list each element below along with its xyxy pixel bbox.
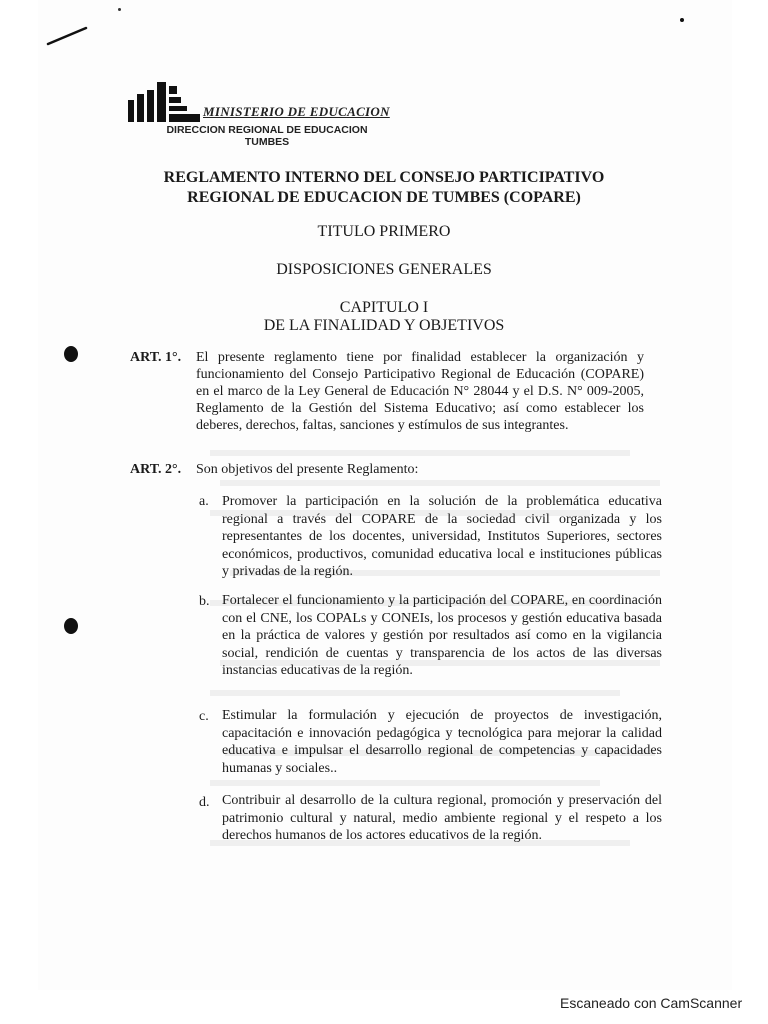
titulo-heading: TITULO PRIMERO [317,223,451,240]
ministry-name: MINISTERIO DE EDUCACION [203,104,390,119]
regional-direction [162,124,372,148]
objective-c-letter: c. [199,709,209,724]
scanner-watermark: Escaneado con CamScanner [560,995,743,1011]
article-2-text: Son objetivos del presente Reglamento: [196,462,419,477]
objective-a-text: Promover la participación en la solución de la problemática educativa regional a través del COPARE de la sociedad civil organizada y los representantes de los docentes, universidad, Institutos Superiores, sectores económicos, productivos, comunidad educativa local e instituciones públicas y privadas de la región. [222,494,662,579]
article-1-label: ART. 1°. [130,350,182,365]
dust-speck [680,18,684,22]
document-title-line2: REGIONAL DE EDUCACION DE TUMBES (COPARE) [187,189,581,206]
objective-a-letter: a. [199,494,209,509]
objective-b-text: Fortalecer el funcionamiento y la participación del COPARE, en coordinación con el CNE, los COPALs y CONEIs, los procesos y gestión educativa basada en la práctica de valores y gestión por resultados así como en la vigilancia social, rendición de cuentas y transparencia de los actos de las diversas instancias educativas de la región. [222,593,662,678]
objective-c-text: Estimular la formulación y ejecución de proyectos de investigación, capacitación e innovación pedagógica y tecnológica para mejorar la calidad educativa e impulsar el desarrollo regional de competencias y capacidades humanas y sociales.. [222,708,662,776]
disposiciones-heading: DISPOSICIONES GENERALES [276,261,492,278]
capitulo-subheading: DE LA FINALIDAD Y OBJETIVOS [263,317,505,334]
objective-b-letter: b. [199,594,210,609]
dust-speck [118,8,121,11]
objective-d-text: Contribuir al desarrollo de la cultura regional, promoción y preservación del patrimonio cultural y natural, medio ambiente regional y el respeto a los derechos humanos de los actores educativos de la región. [222,793,662,843]
punch-hole-icon [64,618,78,634]
pen-stroke-mark [46,24,90,48]
punch-hole-icon [64,346,78,362]
article-2-label: ART. 2°. [130,462,182,477]
objective-d-letter: d. [199,795,210,810]
regional-direction-line1: DIRECCION REGIONAL DE EDUCACION [166,124,368,136]
document-title-line1: REGLAMENTO INTERNO DEL CONSEJO PARTICIPATIVO [163,169,605,186]
capitulo-heading: CAPITULO I [339,299,429,316]
ministry-logo-icon [128,82,200,122]
article-1-text: El presente reglamento tiene por finalidad establecer la organización y funcionamiento del Consejo Participativo Regional de Educación (COPARE) en el marco de la Ley General de Educación N° 28044 y el D.S. N° 009-2005, Reglamento de la Gestión del Sistema Educativo; así como establecer los deberes, derechos, faltas, sanciones y estímulos de sus integrantes. [196,350,644,433]
regional-direction-line2: TUMBES [244,136,290,148]
